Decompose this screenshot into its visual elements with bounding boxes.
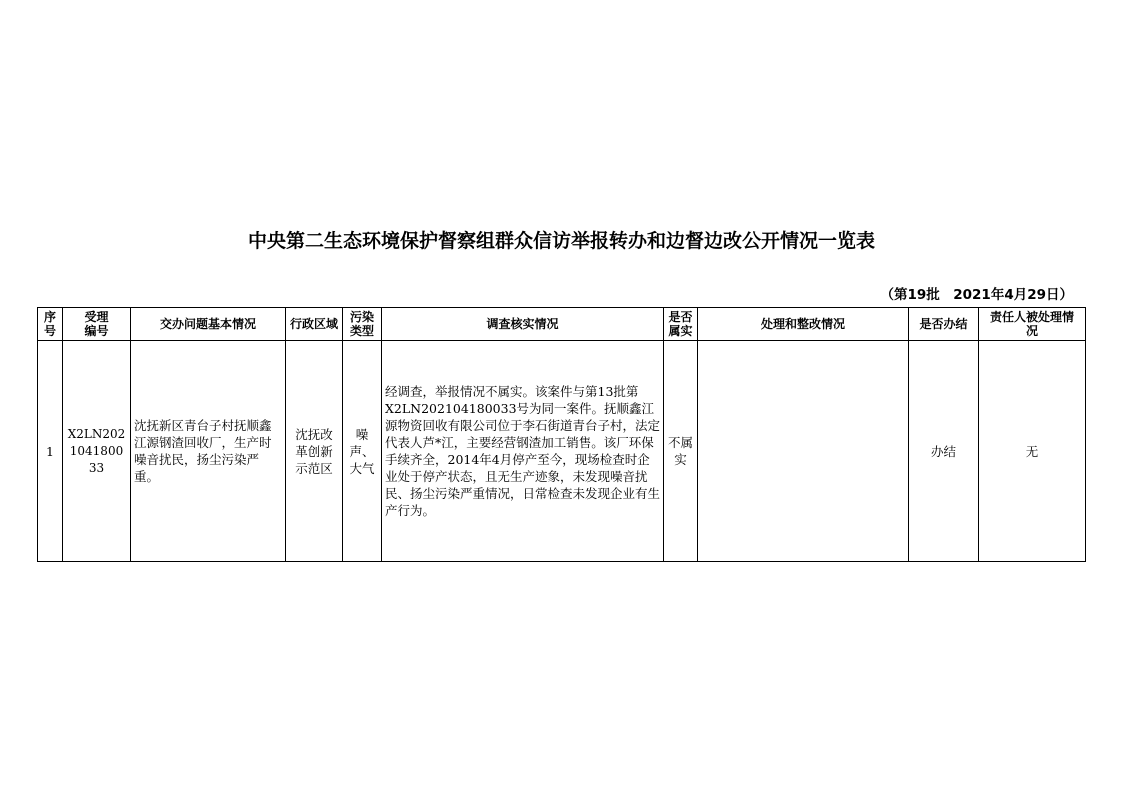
row-case-no: X2LN202104180033 bbox=[63, 341, 131, 562]
header-pollution-type: 污染类型 bbox=[343, 308, 382, 341]
header-accountability: 责任人被处理情况 bbox=[979, 308, 1086, 341]
row-pollution-type: 噪声、大气 bbox=[343, 341, 382, 562]
header-district: 行政区域 bbox=[286, 308, 343, 341]
batch-info: （第19批 2021年4月29日） bbox=[880, 287, 1073, 303]
row-handling bbox=[698, 341, 909, 562]
row-index: 1 bbox=[38, 341, 63, 562]
row-closed: 办结 bbox=[909, 341, 979, 562]
row-district: 沈抚改革创新示范区 bbox=[286, 341, 343, 562]
row-accountability: 无 bbox=[979, 341, 1086, 562]
page-title: 中央第二生态环境保护督察组群众信访举报转办和边督边改公开情况一览表 bbox=[247, 230, 875, 252]
header-case-no: 受理编号 bbox=[63, 308, 131, 341]
header-handling: 处理和整改情况 bbox=[698, 308, 909, 341]
table-header-row bbox=[38, 308, 1086, 341]
case-table bbox=[37, 307, 1086, 562]
header-issue: 交办问题基本情况 bbox=[131, 308, 286, 341]
row-verified: 不属实 bbox=[664, 341, 698, 562]
row-investigation: 经调查，举报情况不属实。该案件与第13批第X2LN202104180033号为同一案件。抚顺鑫江源物资回收有限公司位于李石街道青台子村，法定代表人芦*江，主要经营钢渣加工销售。该厂环保手续齐全，2014年4月停产至今，现场检查时企业处于停产状态，且无生产迹象，未发现噪音扰民、扬尘污染严重情况，日常检查未发现企业有生产行为。 bbox=[382, 341, 664, 562]
header-index: 序号 bbox=[38, 308, 63, 341]
header-verified: 是否属实 bbox=[664, 308, 698, 341]
row-issue: 沈抚新区青台子村抚顺鑫江源钢渣回收厂，生产时噪音扰民，扬尘污染严重。 bbox=[131, 341, 286, 562]
table-row bbox=[38, 341, 1086, 562]
header-closed: 是否办结 bbox=[909, 308, 979, 341]
header-investigation: 调查核实情况 bbox=[382, 308, 664, 341]
